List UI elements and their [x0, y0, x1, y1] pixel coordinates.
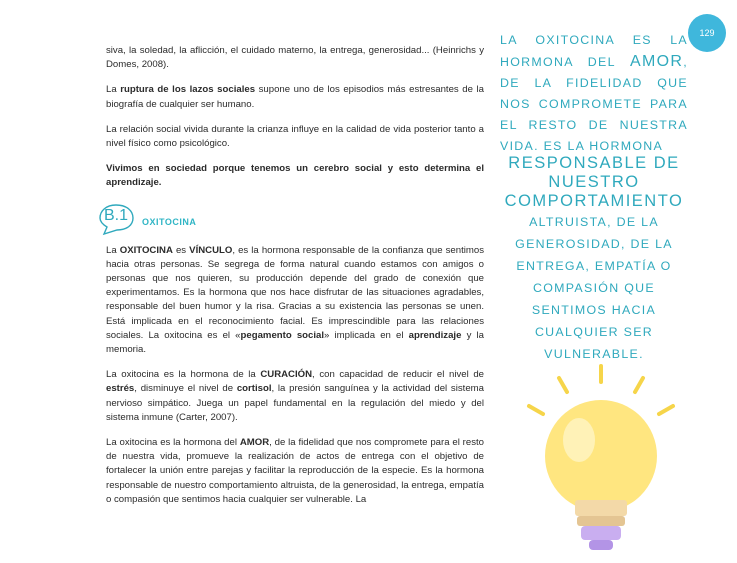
- paragraph: La oxitocina es la hormona del AMOR, de la fidelidad que nos compromete para el resto de nuestra vida, promueve la realización de actos de entrega con el objetivo de fortalecer la unión entre parejas y facilitar la reproducción de la especie. Es la hormona responsable de nuestro comportamiento altruista, de la generosidad, la entrega, empatía o compasión que sentimos hacia cualquier ser vulnerable. La: [106, 437, 484, 505]
- speech-bubble-icon: [96, 202, 136, 236]
- paragraph: La oxitocina es la hormona de la CURACIÓN, con capacidad de reducir el nivel de estrés, disminuye el nivel de cortisol, la presión sanguínea y la actividad del sistema nervioso simpático. Juega un papel fundamental en la regulación del miedo y del sistema inmune (Carter, 2007).: [106, 369, 484, 423]
- section-title: OXITOCINA: [142, 216, 197, 227]
- paragraph: La ruptura de los lazos sociales supone uno de los episodios más estresantes de la biografía de cualquier ser humano.: [106, 84, 484, 110]
- light-bulb-icon: [505, 360, 705, 560]
- pull-quote: LA OXITOCINA ES LA HORMONA DEL AMOR, DE LA FIDELIDAD QUE NOS COMPROMETE PARA EL RESTO DE NUESTRA VIDA. ES LA HORMONA RESPONSABLE DE NUESTRO COMPORTAMIENTO ALTRUISTA, DE LA GENEROSIDAD, DE LA ENTREGA, EMPATÍA O COMPASIÓN QUE SENTIMOS HACIA CUALQUIER SER VULNERABLE.: [500, 33, 688, 361]
- main-text-column: [106, 44, 484, 518]
- paragraph: Vivimos en sociedad porque tenemos un cerebro social y esto determina el aprendizaje.: [106, 163, 484, 189]
- page-number: 129: [699, 28, 715, 38]
- section-heading: [96, 202, 484, 236]
- paragraph: siva, la soledad, la aflicción, el cuidado materno, la entrega, generosidad... (Heinrichs y Domes, 2008).: [106, 45, 484, 71]
- paragraph: La OXITOCINA es VÍNCULO, es la hormona responsable de la confianza que sentimos hacia otras personas. Se segrega de forma natural cuando estamos con amigos o personas que nos quieren, su producción depende del grado de conexión que experimentamos. Es la hormona que nos hace disfrutar de las situaciones agradables, responsable del buen humor y la risa. Gracias a su existencia las personas se unen. Está implicada en el reconocimiento facial. Es imprescindible para las relaciones sociales. La oxitocina es el «pegamento social» implicada en el aprendizaje y la memoria.: [106, 244, 484, 356]
- section-number: B.1: [104, 206, 129, 224]
- page-number-badge: [688, 14, 726, 52]
- paragraph: La relación social vivida durante la crianza influye en la calidad de vida posterior tanto a nivel físico como psicológico.: [106, 123, 484, 150]
